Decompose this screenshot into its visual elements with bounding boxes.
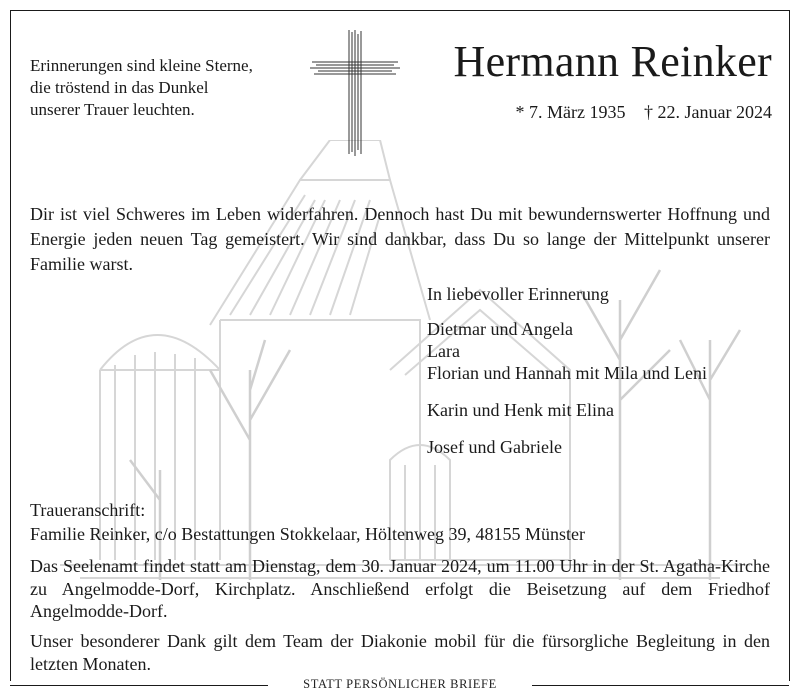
life-dates bbox=[516, 102, 772, 123]
mourners-list bbox=[427, 283, 707, 473]
signature-intro: In liebevoller Erinnerung bbox=[427, 284, 609, 304]
verse-line: die tröstend in das Dunkel bbox=[30, 78, 209, 97]
verse-line: unserer Trauer leuchten. bbox=[30, 100, 195, 119]
footer-caption: STATT PERSÖNLICHER BRIEFE bbox=[303, 677, 497, 691]
footer-rule-left bbox=[10, 685, 268, 686]
signature-line: Lara bbox=[427, 341, 460, 361]
verse-line: Erinnerungen sind kleine Sterne, bbox=[30, 56, 253, 75]
death-date: † 22. Januar 2024 bbox=[644, 102, 772, 122]
cross-icon bbox=[310, 28, 400, 158]
address-label: Traueranschrift: bbox=[30, 500, 146, 520]
memorial-verse bbox=[30, 55, 253, 121]
signature-line: Dietmar und Angela bbox=[427, 319, 573, 339]
mourning-address bbox=[30, 498, 585, 546]
birth-date: * 7. März 1935 bbox=[515, 102, 626, 122]
address-line: Familie Reinker, c/o Bestattungen Stokkelaar, Höltenweg 39, 48155 Münster bbox=[30, 524, 585, 544]
footer-rule-right bbox=[532, 685, 789, 686]
signature-line: Florian und Hannah mit Mila und Leni bbox=[427, 363, 707, 383]
funeral-details: Das Seelenamt findet statt am Dienstag, dem 30. Januar 2024, um 11.00 Uhr in der St. Agatha-Kirche zu Angelmodde-Dorf, Kirchplatz. Anschließend erfolgt die Beisetzung auf dem Friedhof Angelmodde-Dorf. bbox=[30, 556, 770, 621]
signature-group: Karin und Henk mit Elina bbox=[427, 400, 614, 420]
signature-group bbox=[427, 318, 707, 384]
farewell-message: Dir ist viel Schweres im Leben widerfahren. Dennoch hast Du mit bewundernswerter Hoffnung und Energie jeden neuen Tag gemeistert. Wir sind dankbar, dass Du so lange der Mittelpunkt unserer Familie warst. bbox=[30, 204, 770, 274]
thanks-note: Unser besonderer Dank gilt dem Team der Diakonie mobil für die fürsorgliche Begleitung in den letzten Monaten. bbox=[30, 631, 770, 674]
deceased-name: Hermann Reinker bbox=[453, 37, 772, 86]
signature-group: Josef und Gabriele bbox=[427, 437, 562, 457]
